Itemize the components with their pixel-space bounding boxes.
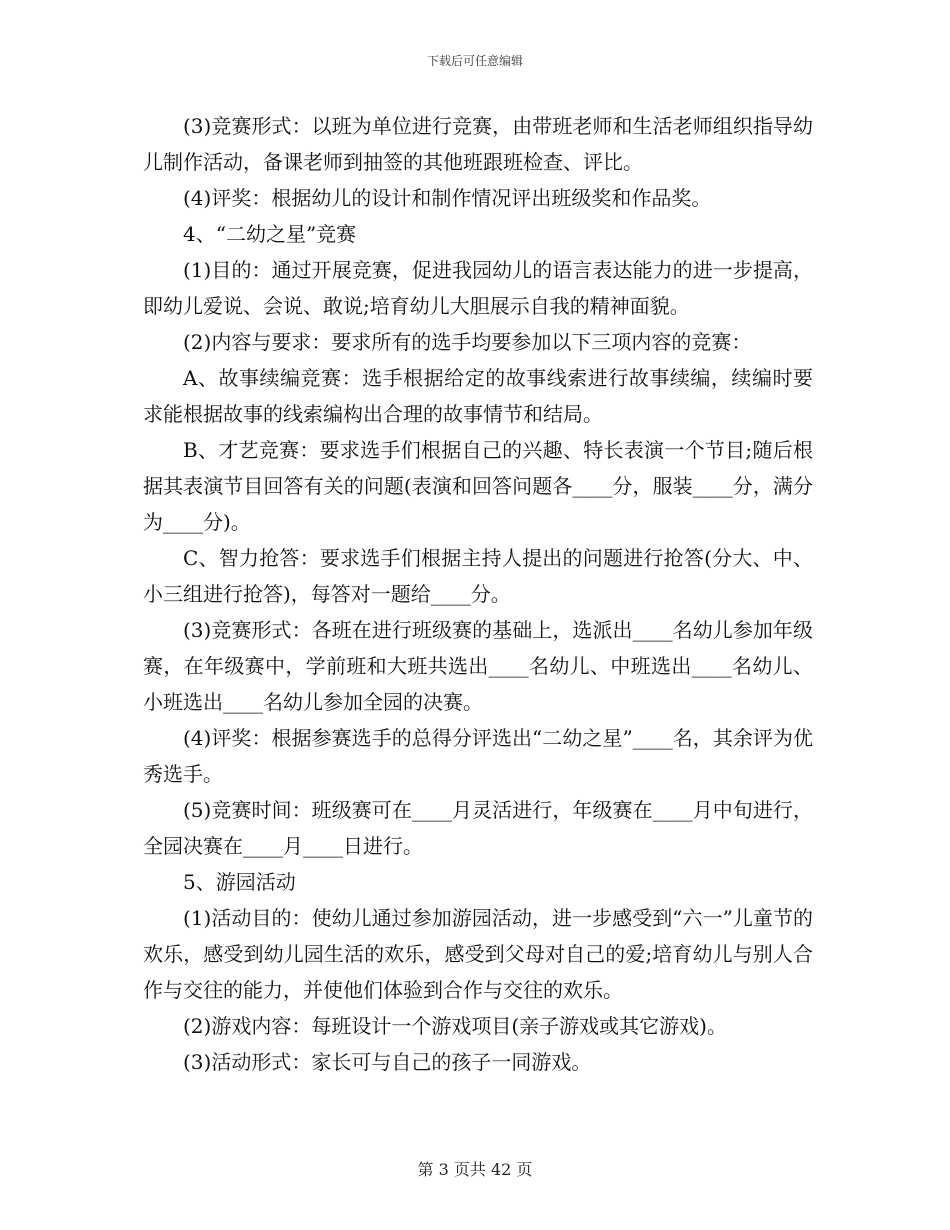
paragraph-awards-2: (4)评奖：根据参赛选手的总得分评选出“二幼之星”____名，其余评为优秀选手。 xyxy=(143,726,813,786)
paragraph-content-requirements: (2)内容与要求：要求所有的选手均要参加以下三项内容的竞赛： xyxy=(183,330,752,354)
paragraph-activity-format: (3)活动形式：家长可与自己的孩子一同游戏。 xyxy=(183,1050,592,1074)
section-heading-star-competition: 4、“二幼之星”竞赛 xyxy=(183,222,357,246)
paragraph-talent-competition: B、才艺竞赛：要求选手们根据自己的兴趣、特长表演一个节目;随后根据其表演节目回答有关的问题(表演和回答问题各____分，服装____分，满分为____分)。 xyxy=(143,438,813,534)
paragraph-competition-format-2: (3)竞赛形式：各班在进行班级赛的基础上，选派出____名幼儿参加年级赛，在年级赛中，学前班和大班共选出____名幼儿、中班选出____名幼儿、小班选出____名幼儿参加全园的决赛。 xyxy=(143,618,813,714)
paragraph-quiz: C、智力抢答：要求选手们根据主持人提出的问题进行抢答(分大、中、小三组进行抢答)，每答对一题给____分。 xyxy=(143,546,813,606)
paragraph-game-content: (2)游戏内容：每班设计一个游戏项目(亲子游戏或其它游戏)。 xyxy=(183,1014,727,1038)
document-body xyxy=(143,108,813,1080)
paragraph-purpose: (1)目的：通过开展竞赛，促进我园幼儿的语言表达能力的进一步提高，即幼儿爱说、会说、敢说;培育幼儿大胆展示自我的精神面貌。 xyxy=(143,258,813,318)
paragraph-competition-format: (3)竞赛形式：以班为单位进行竞赛，由带班老师和生活老师组织指导幼儿制作活动，备课老师到抽签的其他班跟班检查、评比。 xyxy=(143,114,813,174)
paragraph-competition-time: (5)竞赛时间：班级赛可在____月灵活进行，年级赛在____月中旬进行，全园决赛在____月____日进行。 xyxy=(143,798,813,858)
page-footer: 第 3 页共 42 页 xyxy=(417,1160,533,1179)
paragraph-activity-purpose: (1)活动目的：使幼儿通过参加游园活动，进一步感受到“六一”儿童节的欢乐，感受到幼儿园生活的欢乐，感受到父母对自己的爱;培育幼儿与别人合作与交往的能力，并使他们体验到合作与交往的欢乐。 xyxy=(143,906,813,1002)
paragraph-awards: (4)评奖：根据幼儿的设计和制作情况评出班级奖和作品奖。 xyxy=(183,186,712,210)
section-heading-garden-activity: 5、游园活动 xyxy=(183,870,296,894)
paragraph-story-continuation: A、故事续编竞赛：选手根据给定的故事线索进行故事续编，续编时要求能根据故事的线索编构出合理的故事情节和结局。 xyxy=(143,366,813,426)
page-header: 下载后可任意编辑 xyxy=(426,54,523,68)
